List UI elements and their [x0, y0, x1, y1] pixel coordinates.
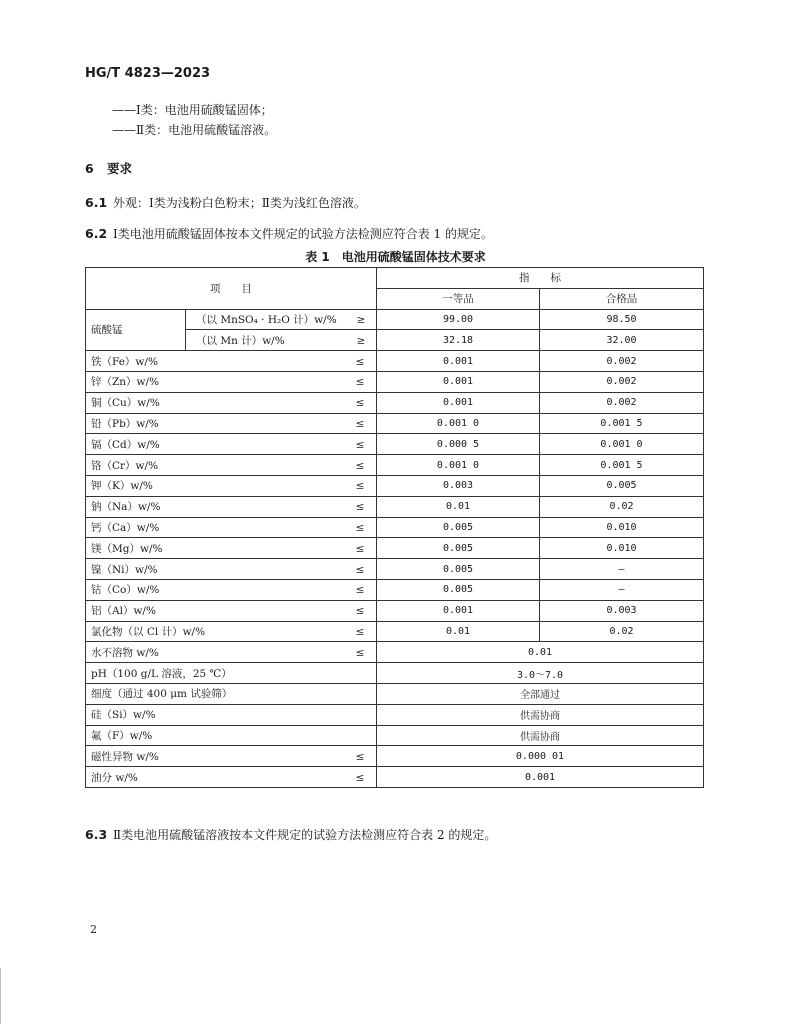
row-item	[86, 434, 377, 455]
comparison-operator: ≤	[355, 750, 365, 763]
row-item	[86, 746, 377, 767]
row-item	[186, 309, 377, 330]
comparison-operator: ≥	[356, 334, 366, 347]
row-item	[186, 330, 377, 351]
value-grade1: 0.005	[377, 538, 540, 559]
value-merged: 0.000 01	[377, 746, 704, 767]
comparison-operator: ≤	[355, 480, 365, 493]
table-row	[86, 746, 704, 767]
row-item	[86, 642, 377, 663]
comparison-operator: ≤	[355, 459, 365, 472]
value-qualified: 0.010	[540, 517, 704, 538]
clause-number: 6.3	[85, 827, 108, 842]
table-row	[86, 455, 704, 476]
comparison-operator: ≤	[355, 376, 365, 389]
clause-6-3	[85, 826, 496, 843]
comparison-operator: ≤	[355, 417, 365, 430]
table-row	[86, 538, 704, 559]
value-grade1: 0.001	[377, 600, 540, 621]
table-row	[86, 559, 704, 580]
value-grade1: 0.000 5	[377, 434, 540, 455]
item-label: 油分 w/%	[91, 771, 138, 784]
header-qualified: 合格品	[540, 288, 704, 309]
table-row	[86, 392, 704, 413]
comparison-operator: ≤	[355, 501, 365, 514]
value-qualified: 0.001 5	[540, 413, 704, 434]
row-item	[86, 704, 377, 725]
class-2-definition: ——Ⅱ类：电池用硫酸锰溶液。	[112, 123, 277, 137]
value-qualified: 0.002	[540, 351, 704, 372]
value-qualified: 0.003	[540, 600, 704, 621]
header-item: 项 目	[86, 268, 377, 310]
table-row	[86, 371, 704, 392]
value-grade1: 0.001	[377, 371, 540, 392]
row-item	[86, 538, 377, 559]
comparison-operator: ≤	[355, 438, 365, 451]
table-row	[86, 579, 704, 600]
row-item	[86, 767, 377, 788]
value-grade1: 0.001 0	[377, 455, 540, 476]
header-grade1: 一等品	[377, 288, 540, 309]
item-label: 氟（F）w/%	[91, 729, 153, 742]
table-row	[86, 683, 704, 704]
item-label: 铜（Cu）w/%	[91, 397, 160, 410]
value-grade1: 0.001	[377, 351, 540, 372]
technical-requirements-table	[85, 267, 704, 788]
item-label: 镉（Cd）w/%	[91, 438, 160, 451]
row-label-manganese-sulfate: 硫酸锰	[86, 309, 186, 351]
row-item	[86, 371, 377, 392]
section-6-heading	[85, 159, 132, 177]
table-row	[86, 517, 704, 538]
value-merged: 供需协商	[377, 704, 704, 725]
header-index: 指 标	[377, 268, 704, 289]
row-item	[86, 475, 377, 496]
scan-edge-line	[0, 968, 1, 1024]
value-grade1: 32.18	[377, 330, 540, 351]
row-item	[86, 663, 377, 684]
value-qualified: 0.010	[540, 538, 704, 559]
standard-code: HG/T 4823—2023	[85, 66, 211, 81]
value-qualified: 98.50	[540, 309, 704, 330]
item-label: pH（100 g/L 溶液，25 ℃）	[91, 667, 232, 680]
table-row	[86, 663, 704, 684]
value-merged: 0.01	[377, 642, 704, 663]
comparison-operator: ≤	[355, 605, 365, 618]
comparison-operator: ≤	[355, 521, 365, 534]
item-label: 锌（Zn）w/%	[91, 376, 160, 389]
comparison-operator: ≤	[355, 397, 365, 410]
value-grade1: 0.005	[377, 517, 540, 538]
item-label: 铅（Pb）w/%	[91, 417, 159, 430]
clause-number: 6.1	[85, 195, 108, 210]
item-label: 铝（Al）w/%	[91, 605, 156, 618]
value-qualified: —	[540, 579, 704, 600]
table-caption: 表 1 电池用硫酸锰固体技术要求	[305, 250, 486, 264]
item-label: 水不溶物 w/%	[91, 646, 159, 659]
table-header-row	[86, 268, 704, 289]
table-row	[86, 434, 704, 455]
row-item	[86, 621, 377, 642]
value-qualified: 0.001 0	[540, 434, 704, 455]
value-merged: 供需协商	[377, 725, 704, 746]
value-merged: 全部通过	[377, 683, 704, 704]
clause-6-1	[85, 194, 366, 211]
item-label: 磁性异物 w/%	[91, 750, 159, 763]
table-row	[86, 767, 704, 788]
value-qualified: —	[540, 559, 704, 580]
row-item	[86, 683, 377, 704]
item-label: 钙（Ca）w/%	[91, 521, 160, 534]
item-label: 铬（Cr）w/%	[91, 459, 159, 472]
item-label: 钠（Na）w/%	[91, 501, 161, 514]
table-row	[86, 309, 704, 330]
table-row	[86, 725, 704, 746]
row-item	[86, 413, 377, 434]
value-qualified: 0.002	[540, 392, 704, 413]
item-label: （以 Mn 计）w/%	[196, 334, 285, 347]
section-number: 6	[85, 161, 94, 176]
comparison-operator: ≤	[355, 542, 365, 555]
item-label: 镍（Ni）w/%	[91, 563, 158, 576]
value-grade1: 99.00	[377, 309, 540, 330]
comparison-operator: ≤	[355, 584, 365, 597]
clause-text: 外观：Ⅰ类为浅粉白色粉末；Ⅱ类为浅红色溶液。	[113, 196, 366, 210]
item-label: 氯化物（以 Cl 计）w/%	[91, 625, 206, 638]
value-merged: 3.0～7.0	[377, 663, 704, 684]
value-qualified: 0.02	[540, 621, 704, 642]
value-grade1: 0.003	[377, 475, 540, 496]
value-qualified: 0.002	[540, 371, 704, 392]
clause-number: 6.2	[85, 226, 108, 241]
clause-6-2	[85, 225, 493, 242]
value-qualified: 32.00	[540, 330, 704, 351]
item-label: 细度（通过 400 μm 试验筛）	[91, 688, 233, 701]
value-qualified: 0.001 5	[540, 455, 704, 476]
row-item	[86, 517, 377, 538]
value-qualified: 0.02	[540, 496, 704, 517]
table-row	[86, 496, 704, 517]
section-title: 要求	[107, 161, 133, 176]
table-row	[86, 475, 704, 496]
item-label: 镁（Mg）w/%	[91, 542, 163, 555]
row-item	[86, 496, 377, 517]
row-item	[86, 392, 377, 413]
table-row	[86, 413, 704, 434]
comparison-operator: ≤	[355, 355, 365, 368]
value-grade1: 0.01	[377, 496, 540, 517]
row-item	[86, 559, 377, 580]
value-qualified: 0.005	[540, 475, 704, 496]
table-row	[86, 621, 704, 642]
row-item	[86, 455, 377, 476]
value-grade1: 0.005	[377, 579, 540, 600]
value-grade1: 0.005	[377, 559, 540, 580]
item-label: 钾（K）w/%	[91, 480, 153, 493]
comparison-operator: ≤	[355, 771, 365, 784]
row-item	[86, 579, 377, 600]
clause-text: Ⅰ类电池用硫酸锰固体按本文件规定的试验方法检测应符合表 1 的规定。	[113, 227, 494, 241]
row-item	[86, 600, 377, 621]
row-item	[86, 351, 377, 372]
clause-text: Ⅱ类电池用硫酸锰溶液按本文件规定的试验方法检测应符合表 2 的规定。	[113, 828, 497, 842]
item-label: 硅（Si）w/%	[91, 709, 156, 722]
comparison-operator: ≥	[356, 313, 366, 326]
page-number: 2	[90, 923, 97, 936]
value-grade1: 0.001	[377, 392, 540, 413]
value-merged: 0.001	[377, 767, 704, 788]
comparison-operator: ≤	[355, 563, 365, 576]
item-label: 铁（Fe）w/%	[91, 355, 158, 368]
table-row	[86, 642, 704, 663]
table-row	[86, 351, 704, 372]
class-1-definition: ——Ⅰ类：电池用硫酸锰固体；	[112, 103, 273, 117]
comparison-operator: ≤	[355, 625, 365, 638]
item-label: （以 MnSO₄ · H₂O 计）w/%	[196, 313, 337, 326]
value-grade1: 0.01	[377, 621, 540, 642]
comparison-operator: ≤	[355, 646, 365, 659]
row-item	[86, 725, 377, 746]
table-row	[86, 600, 704, 621]
item-label: 钴（Co）w/%	[91, 584, 160, 597]
value-grade1: 0.001 0	[377, 413, 540, 434]
table-row	[86, 704, 704, 725]
